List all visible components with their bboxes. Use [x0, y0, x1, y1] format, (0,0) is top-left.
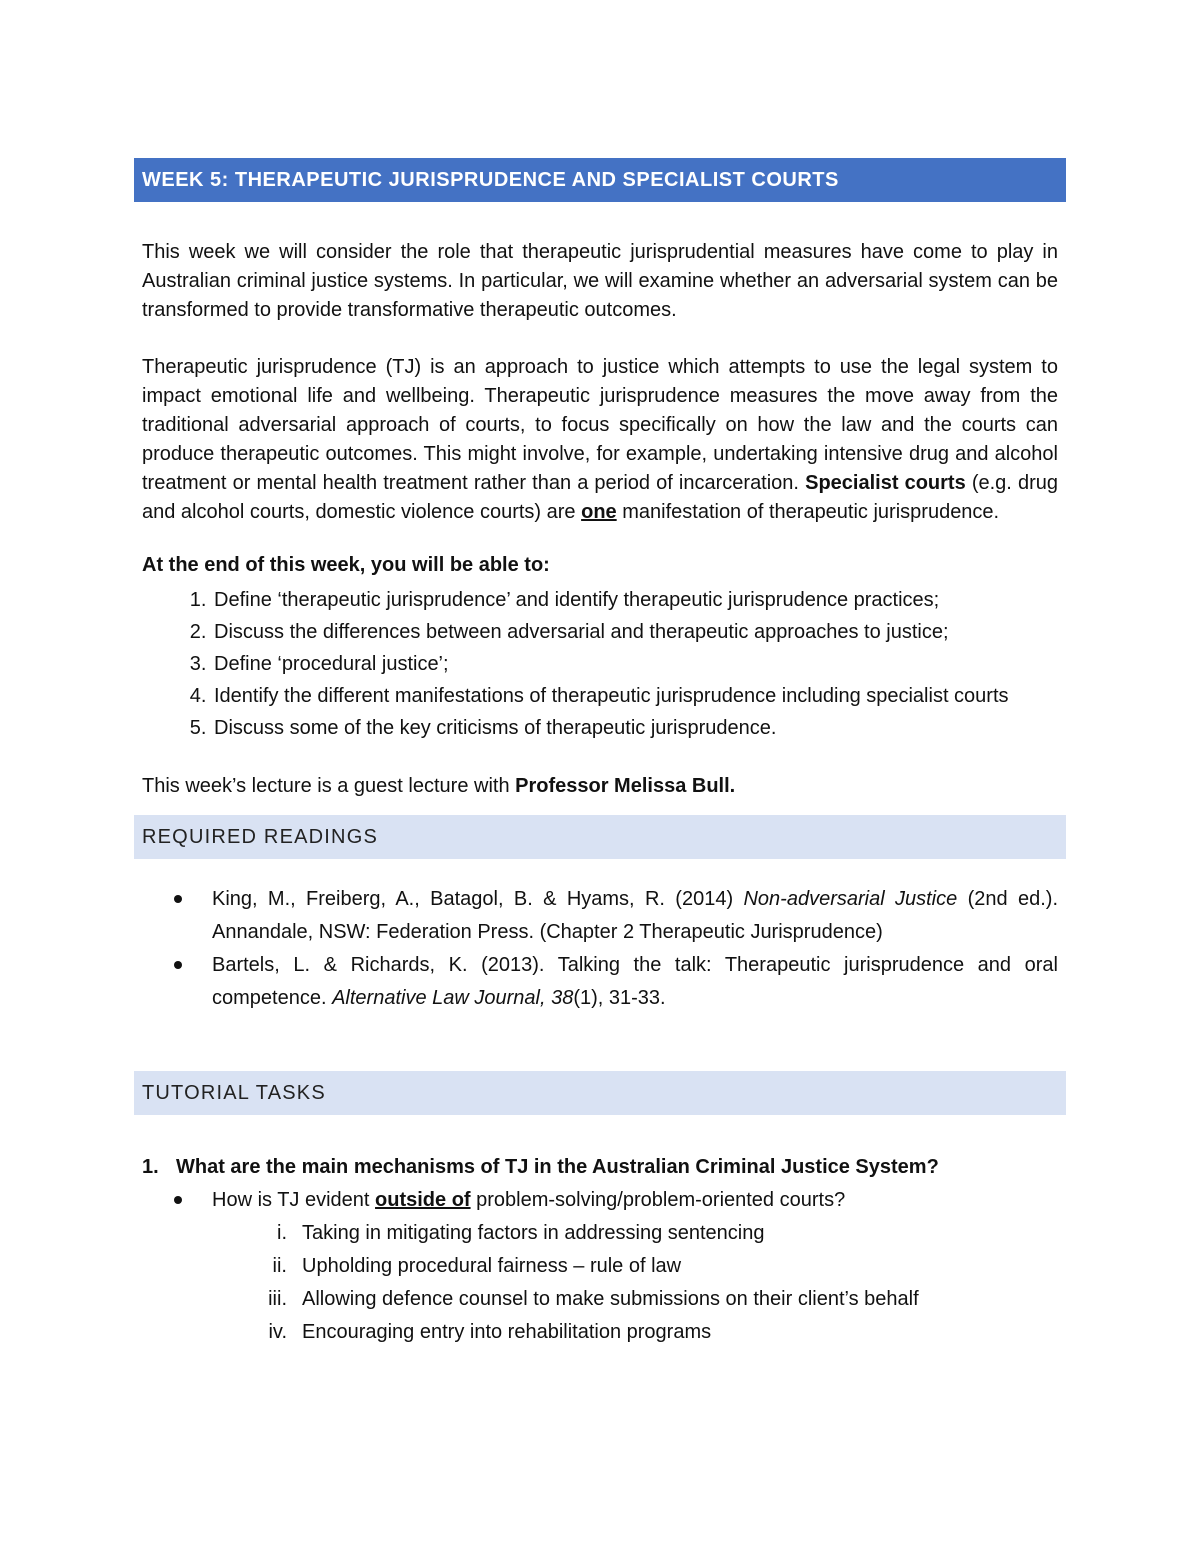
objective-item: 5. Discuss some of the key criticisms of therapeutic jurisprudence. [212, 712, 1058, 744]
objective-item: 2. Discuss the differences between adversarial and therapeutic approaches to justice; [212, 616, 1058, 648]
tutorial-tasks-banner [134, 1071, 1066, 1115]
required-readings-banner [134, 815, 1066, 859]
required-readings-heading: REQUIRED READINGS [142, 825, 378, 848]
reading-title: Non-adversarial Justice [743, 888, 958, 910]
objective-item: 3. Define ‘procedural justice’; [212, 648, 1058, 680]
question-number: 1. [142, 1156, 159, 1178]
answer-point: ii. Upholding procedural fairness – rule of law [272, 1255, 682, 1277]
reading-item: King, M., Freiberg, A., Batagol, B. & Hyams, R. (2014) Non-adversarial Justice (2nd ed.). Annandale, NSW: Federation Press. (Chapter 2 Therapeutic Jurisprudence) [212, 883, 1058, 949]
objective-item: 1. Define ‘therapeutic jurisprudence’ and identify therapeutic jurisprudence practices; [212, 584, 1058, 616]
specialist-courts-term: Specialist courts [805, 472, 966, 494]
specialist-courts-examples: (e.g. drug and alcohol courts, domestic violence courts) are [142, 472, 1059, 523]
bullet-icon [174, 961, 182, 969]
sub-question: How is TJ evident outside of problem-solving/problem-oriented courts? [134, 1184, 1066, 1217]
week-title: WEEK 5: THERAPEUTIC JURISPRUDENCE AND SPECIALIST COURTS [142, 168, 839, 191]
journal-title: Alternative Law Journal, 38 [332, 987, 574, 1009]
objective-item: 4. Identify the different manifestations of therapeutic jurisprudence including specialist courts [212, 680, 1058, 712]
guest-lecture-note: This week’s lecture is a guest lecture with Professor Melissa Bull. [142, 775, 736, 797]
answer-point: iii. Allowing defence counsel to make submissions on their client’s behalf [268, 1288, 919, 1310]
tj-definition-text: Therapeutic jurisprudence (TJ) is an approach to justice which attempts to use the legal system to impact emotional life and wellbeing. Therapeutic jurisprudence measures the move away from the traditional adversarial approach of courts, to focus specifically on how the law and the courts can produce therapeutic outcomes. This might involve, for example, undertaking intensive drug and alcohol treatment or mental health treatment rather than a period of incarceration. [142, 356, 1058, 494]
objectives-list [134, 584, 1058, 744]
objectives-heading: At the end of this week, you will be able to: [142, 554, 550, 576]
bullet-icon [174, 895, 182, 903]
document-content [134, 158, 1066, 1349]
tj-manifestation-text: manifestation of therapeutic jurisprudence. [616, 501, 1000, 523]
intro-paragraph-2 [142, 353, 1058, 527]
question-text: What are the main mechanisms of TJ in the Australian Criminal Justice System? [176, 1156, 939, 1178]
tutorial-question [134, 1151, 1066, 1184]
one-emphasis: one [581, 501, 617, 523]
guest-lecturer-name: Professor Melissa Bull. [515, 775, 736, 797]
answer-point: iv. Encouraging entry into rehabilitation programs [268, 1321, 712, 1343]
bullet-icon [174, 1196, 182, 1204]
reading-item: Bartels, L. & Richards, K. (2013). Talking the talk: Therapeutic jurisprudence and oral competence. Alternative Law Journal, 38(1), 31-33. [212, 949, 1058, 1015]
answer-point: i. Taking in mitigating factors in addressing sentencing [277, 1222, 765, 1244]
readings-list [134, 883, 1058, 1015]
tutorial-tasks-heading: TUTORIAL TASKS [142, 1081, 326, 1104]
week-title-banner [134, 158, 1066, 202]
intro-paragraph-1: This week we will consider the role that therapeutic jurisprudential measures have come to play in Australian criminal justice systems. In particular, we will examine whether an adversarial system can be transformed to provide transformative therapeutic outcomes. [142, 241, 1058, 321]
outside-of-emphasis: outside of [375, 1189, 471, 1211]
